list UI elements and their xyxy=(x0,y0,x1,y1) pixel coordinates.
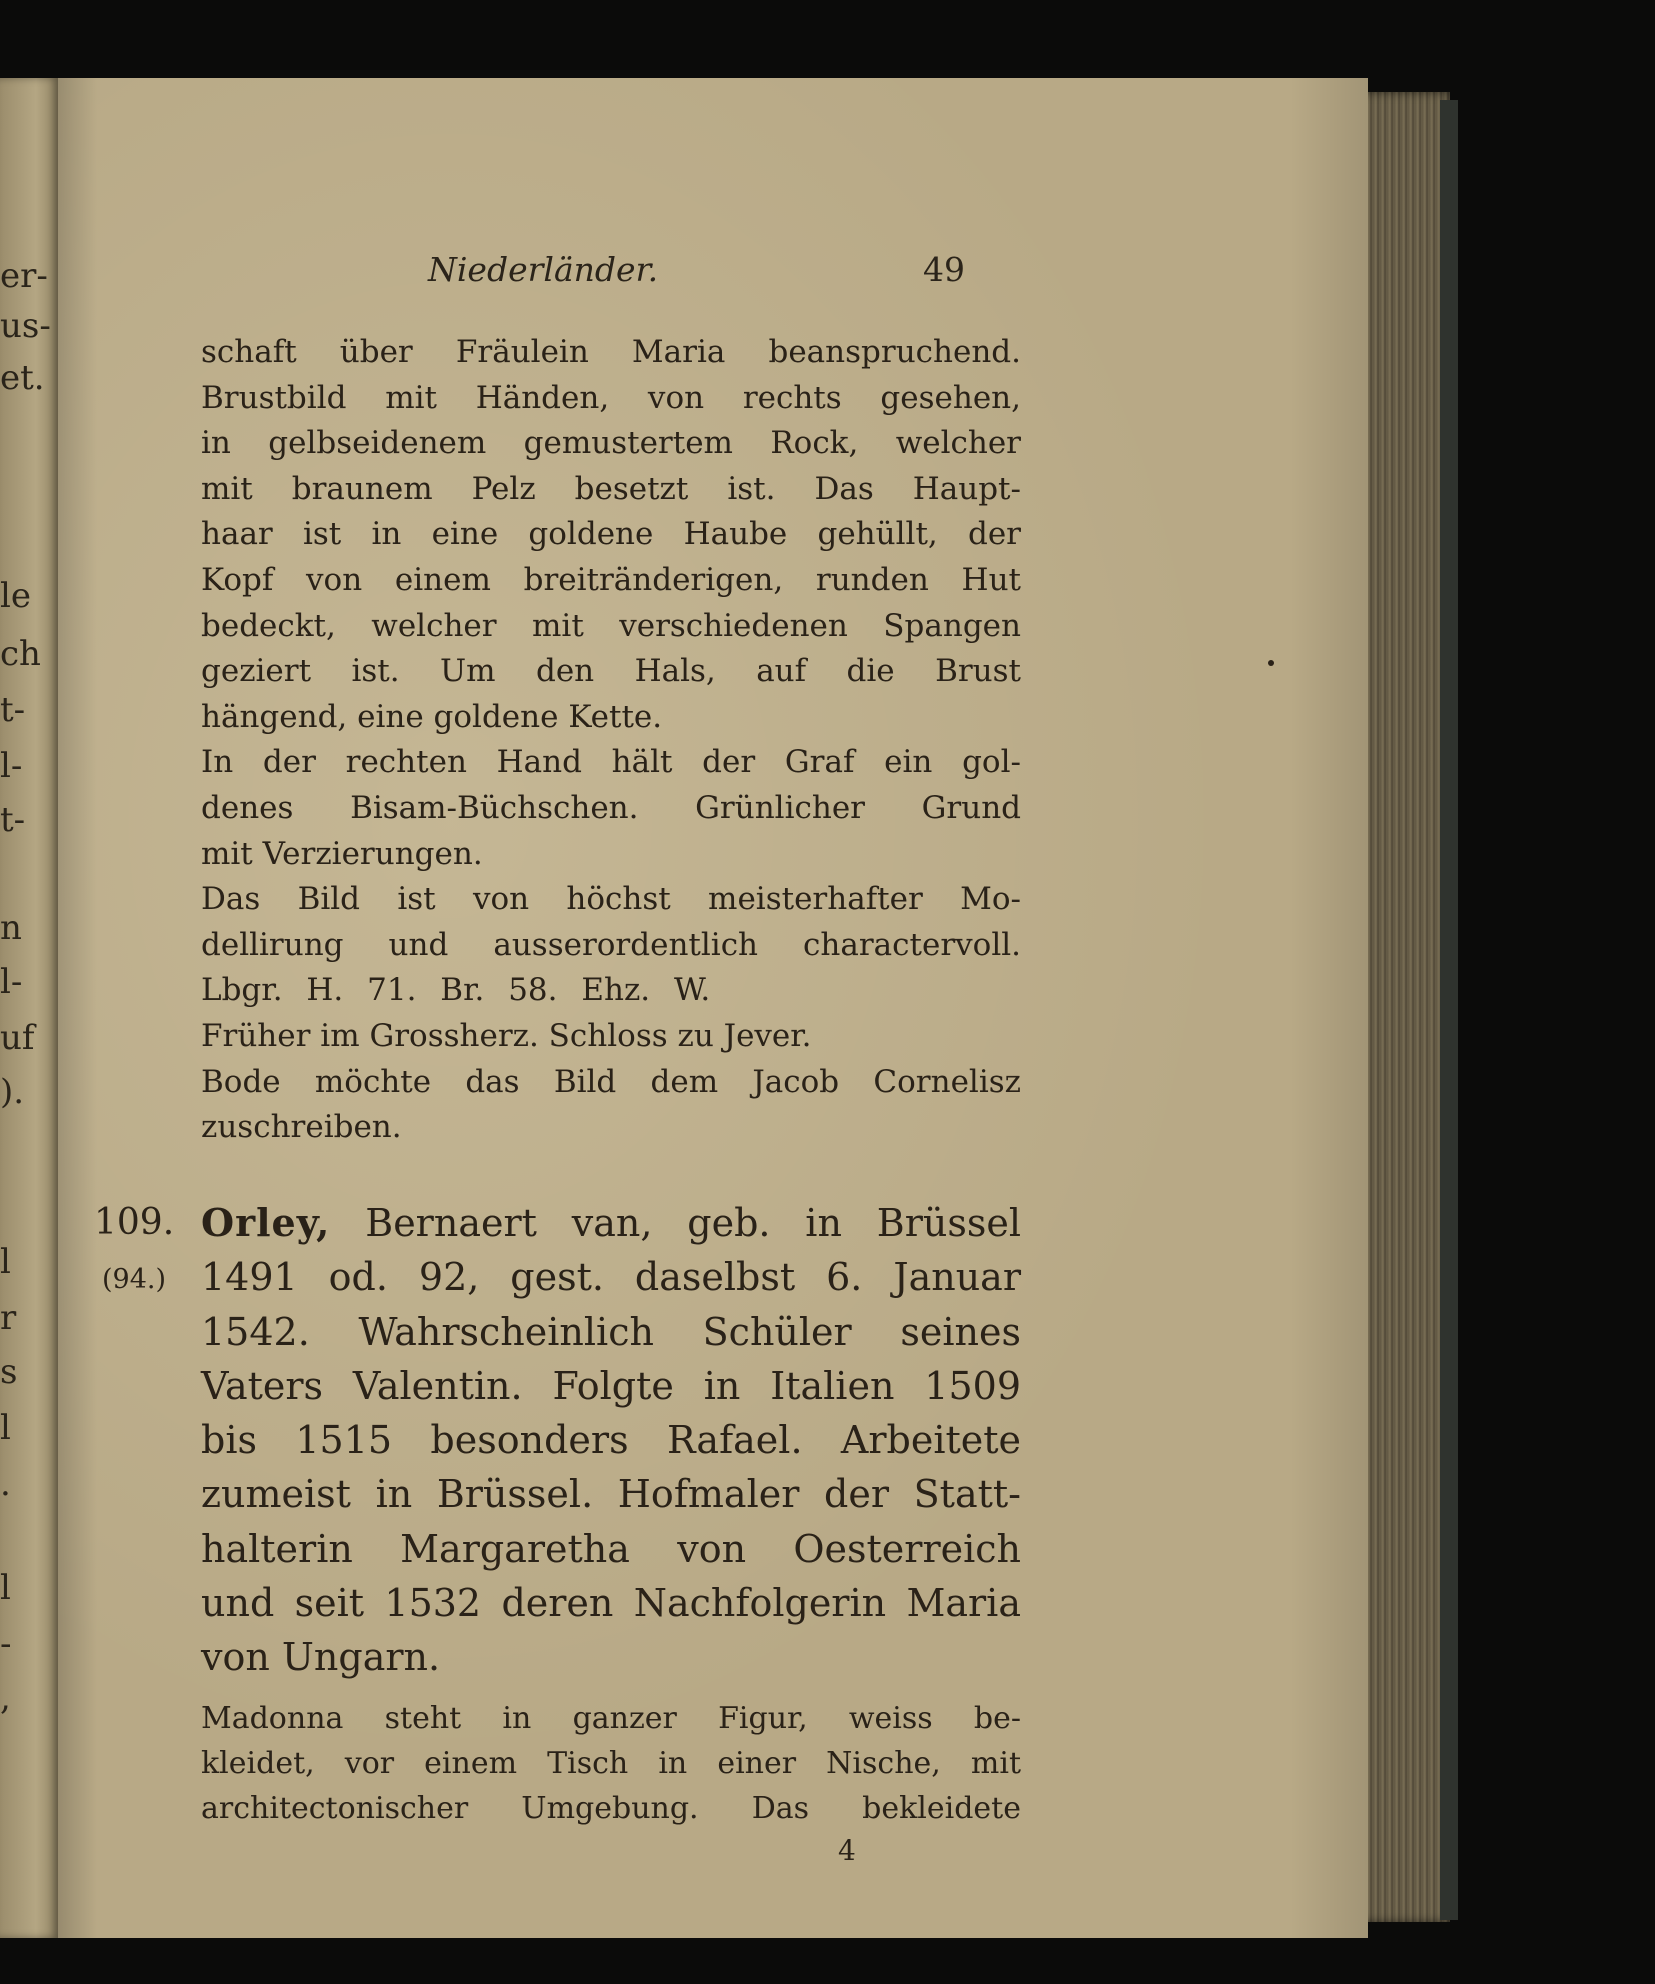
text-line: bis 1515 besonders Rafael. Arbeitete xyxy=(201,1418,1021,1463)
text-line: zuschreiben. xyxy=(201,1109,402,1146)
text-line: Vaters Valentin. Folgte in Italien 1509 xyxy=(201,1363,1021,1408)
text-line: und seit 1532 deren Nachfolgerin Maria xyxy=(201,1581,1021,1626)
entry-number: 109. xyxy=(94,1202,175,1243)
signature-mark: 4 xyxy=(838,1834,856,1867)
book-page xyxy=(58,78,1368,1938)
prev-page-fragment: t- xyxy=(0,800,26,840)
continued-description xyxy=(201,330,1021,1151)
prev-page-fragment: l- xyxy=(0,746,23,786)
text-line: architectonischer Umgebung. Das bekleidete xyxy=(201,1791,1021,1826)
page-number: 49 xyxy=(923,250,965,289)
text-line: Lbgr. H. 71. Br. 58. Ehz. W. xyxy=(201,972,711,1009)
page-header xyxy=(58,250,1368,300)
text-line: Das Bild ist von höchst meisterhafter Mo- xyxy=(201,881,1021,918)
prev-page-fragment: ch xyxy=(0,634,41,674)
prev-page-fragment: ). xyxy=(0,1072,25,1112)
entry-old-number: (94.) xyxy=(102,1264,167,1295)
text-line: denes Bisam-Büchschen. Grünlicher Grund xyxy=(201,789,1021,826)
text-line: zumeist in Brüssel. Hofmaler der Statt- xyxy=(201,1472,1021,1517)
text-line: dellirung und ausserordentlich charactervoll. xyxy=(201,926,1021,963)
prev-page-fragment: t- xyxy=(0,690,26,730)
text-line: bedeckt, welcher mit verschiedenen Spangen xyxy=(201,607,1021,644)
text-line: in gelbseidenem gemustertem Rock, welcher xyxy=(201,425,1021,462)
running-title: Niederländer. xyxy=(428,250,659,289)
prev-page-fragment: er- xyxy=(0,256,48,296)
prev-page-fragment: l xyxy=(0,1242,11,1282)
prev-page-fragment: l xyxy=(0,1568,11,1608)
prev-page-fragment: r xyxy=(0,1298,17,1338)
text-line: 1491 od. 92, gest. daselbst 6. Januar xyxy=(201,1255,1021,1300)
artist-name: Orley, xyxy=(201,1200,331,1245)
text-line: Bernaert van, geb. in Brüssel xyxy=(365,1201,1021,1245)
prev-page-fragment: us- xyxy=(0,306,51,346)
text-line: hängend, eine goldene Kette. xyxy=(201,698,663,735)
prev-page-fragment: le xyxy=(0,576,31,616)
text-line: Madonna steht in ganzer Figur, weiss be- xyxy=(201,1701,1021,1736)
prev-page-fragment: - xyxy=(0,1624,12,1664)
text-line: geziert ist. Um den Hals, auf die Brust xyxy=(201,653,1021,690)
painting-description xyxy=(201,1696,1021,1831)
prev-page-fragment: uf xyxy=(0,1018,35,1058)
prev-page-fragment: l- xyxy=(0,962,23,1002)
prev-page-fragment: n xyxy=(0,908,22,948)
text-line: mit Verzierungen. xyxy=(201,835,483,872)
text-line: von Ungarn. xyxy=(201,1635,441,1680)
text-line: mit braunem Pelz besetzt ist. Das Haupt- xyxy=(201,470,1021,507)
previous-page-edge xyxy=(0,78,60,1938)
text-line: haar ist in eine goldene Haube gehüllt, der xyxy=(201,516,1021,553)
text-line: Kopf von einem breitränderigen, runden Hut xyxy=(201,561,1021,598)
artist-biography xyxy=(201,1196,1021,1685)
text-line: halterin Margaretha von Oesterreich xyxy=(201,1526,1021,1571)
text-line: schaft über Fräulein Maria beanspruchend. xyxy=(201,334,1021,370)
text-line: Früher im Grossherz. Schloss zu Jever. xyxy=(201,1017,812,1054)
ink-speck xyxy=(1268,660,1274,666)
text-line: kleidet, vor einem Tisch in einer Nische, mit xyxy=(201,1746,1021,1781)
prev-page-fragment: . xyxy=(0,1464,11,1504)
prev-page-fragment: et. xyxy=(0,358,45,398)
text-line: In der rechten Hand hält der Graf ein gol- xyxy=(201,744,1021,781)
text-line: 1542. Wahrscheinlich Schüler seines xyxy=(201,1309,1021,1354)
prev-page-fragment: l xyxy=(0,1408,11,1448)
text-line: Brustbild mit Händen, von rechts gesehen, xyxy=(201,379,1021,416)
text-line: Bode möchte das Bild dem Jacob Cornelisz xyxy=(201,1063,1021,1100)
entry-first-line xyxy=(201,1196,1021,1250)
prev-page-fragment: , xyxy=(0,1678,11,1718)
prev-page-fragment: s xyxy=(0,1352,18,1392)
book-cover-edge xyxy=(1440,100,1458,1920)
